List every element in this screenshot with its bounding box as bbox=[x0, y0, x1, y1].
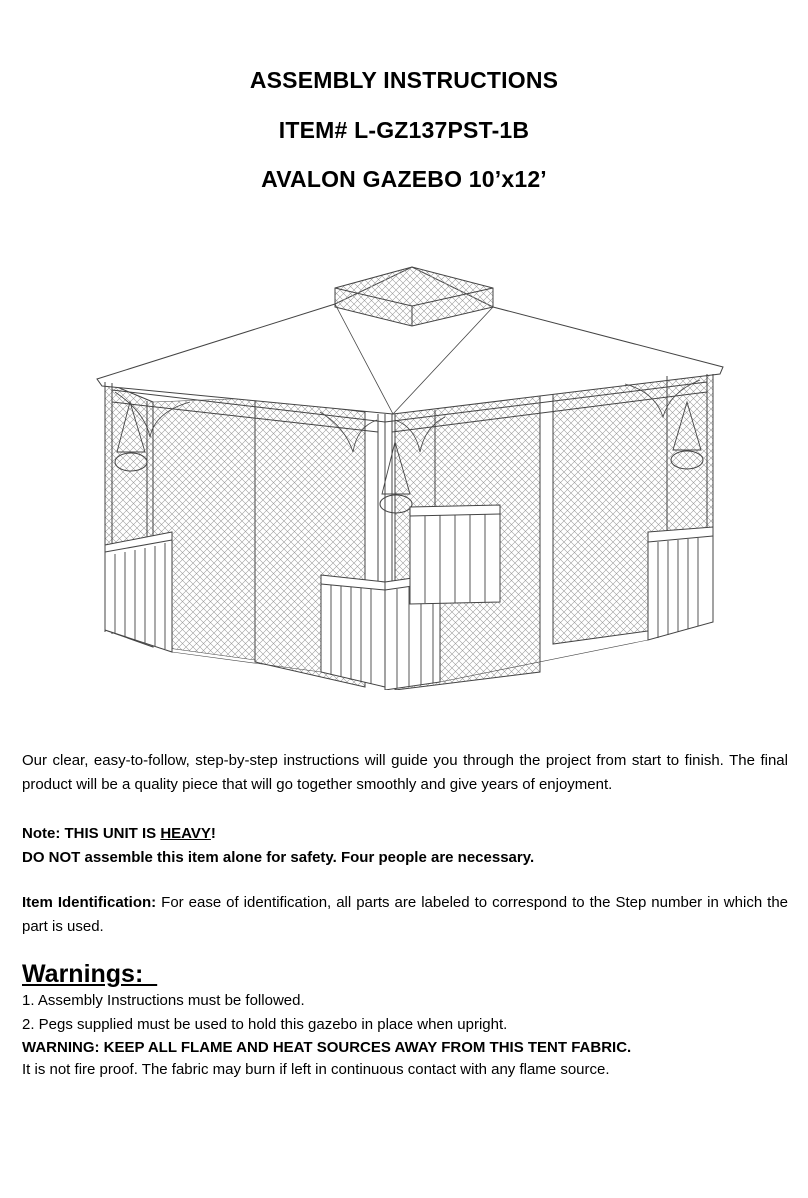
gazebo-illustration bbox=[95, 262, 725, 690]
gazebo-drawing bbox=[97, 267, 723, 690]
fire-note: It is not fire proof. The fabric may burn if left in continuous contact with any flame source. bbox=[22, 1061, 610, 1078]
item-number: ITEM# L-GZ137PST-1B bbox=[278, 117, 530, 143]
warning-item: 1. Assembly Instructions must be followed. bbox=[22, 992, 305, 1009]
item-identification-text: For ease of identification, all parts are labeled to correspond to the Step number in which the part is used. bbox=[22, 894, 789, 935]
intro-paragraph: Our clear, easy-to-follow, step-by-step instructions will guide you through the project from start to finish. The final product will be a quality piece that will go together smoothly and give years of enjoyment. bbox=[22, 752, 788, 793]
note-emphasis: HEAVY bbox=[160, 825, 211, 842]
item-identification-label: Item Identification: bbox=[22, 894, 157, 911]
product-name: AVALON GAZEBO 10’x12’ bbox=[261, 166, 547, 192]
fire-warning: WARNING: KEEP ALL FLAME AND HEAT SOURCES AWAY FROM THIS TENT FABRIC. bbox=[22, 1039, 632, 1056]
document-title: ASSEMBLY INSTRUCTIONS bbox=[249, 67, 559, 93]
warnings-heading: Warnings: bbox=[22, 960, 158, 988]
note-heavy bbox=[22, 822, 788, 846]
note-suffix: ! bbox=[210, 825, 216, 842]
warning-item: 2. Pegs supplied must be used to hold this gazebo in place when upright. bbox=[22, 1016, 508, 1033]
item-identification bbox=[22, 891, 788, 939]
note-prefix: Note: THIS UNIT IS bbox=[22, 825, 161, 842]
note-safety: DO NOT assemble this item alone for safety. Four people are necessary. bbox=[22, 849, 535, 866]
